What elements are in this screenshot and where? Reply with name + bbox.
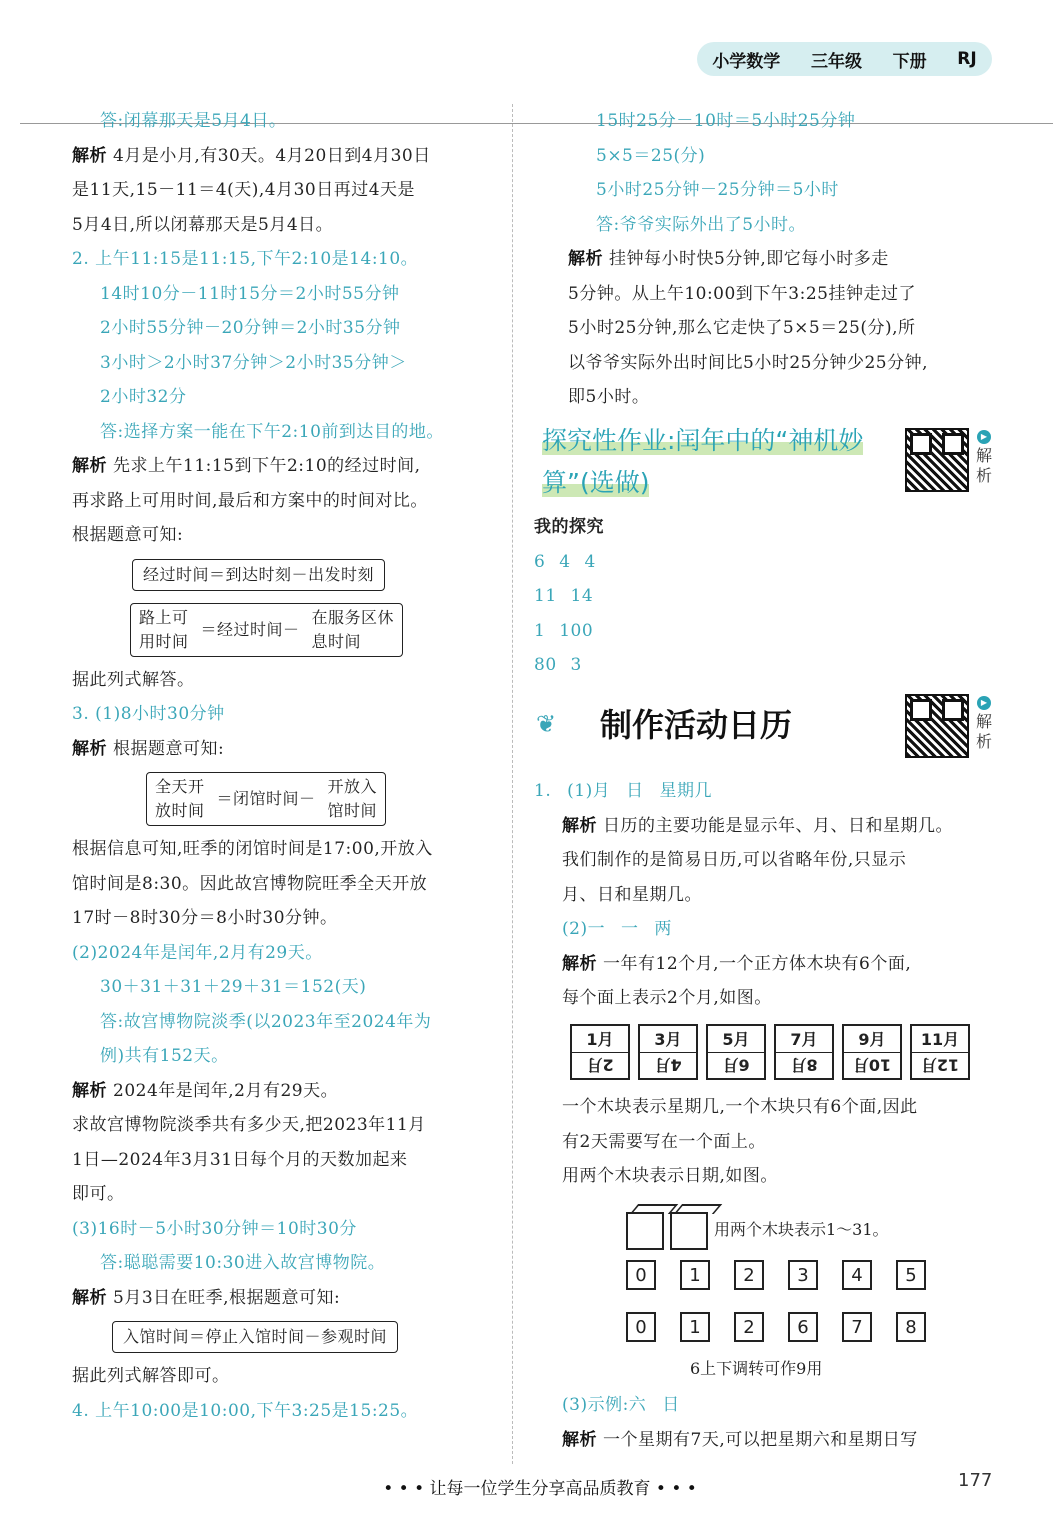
month-face: 11月 12月 bbox=[910, 1024, 970, 1080]
digit-face: 1 bbox=[680, 1312, 710, 1342]
text-line: 根据题意可知: bbox=[72, 525, 184, 545]
analysis-para bbox=[534, 809, 1004, 844]
footer-slogan: • • • 让每一位学生分享高品质教育 • • • bbox=[383, 1479, 697, 1499]
text-line: 是11天,15－11＝4(天),4月30日再过4天是 bbox=[72, 180, 416, 200]
analysis-para bbox=[562, 1423, 1002, 1458]
text-line: 再求路上可用时间,最后和方案中的时间对比。 bbox=[72, 490, 428, 511]
analysis-text: 先求上午11:15到下午2:10的经过时间, bbox=[113, 456, 421, 476]
sprout-icon: ❦ bbox=[536, 710, 557, 738]
formula-box bbox=[146, 772, 386, 826]
analysis-label: 解析 bbox=[72, 1080, 107, 1101]
calc-line: 30＋31＋31＋29＋31＝152(天) bbox=[100, 977, 367, 997]
digit-face: 2 bbox=[734, 1260, 764, 1290]
banner-line: 算”(选做) bbox=[542, 468, 650, 497]
calc-line: 2小时32分 bbox=[100, 387, 187, 407]
month-face: 7月 8月 bbox=[774, 1024, 834, 1080]
analysis-para bbox=[72, 1281, 502, 1316]
play-icon: ▶ bbox=[977, 696, 991, 710]
explore-answer: 6 4 4 bbox=[534, 551, 596, 572]
analysis-label: 解析 bbox=[72, 145, 107, 166]
month-cubes bbox=[570, 1024, 970, 1080]
month-face: 3月 4月 bbox=[638, 1024, 698, 1080]
analysis-para bbox=[72, 732, 502, 767]
text-line: 一个木块表示星期几,一个木块只有6个面,因此 bbox=[562, 1097, 918, 1117]
page-number: 177 bbox=[958, 1470, 993, 1491]
formula-term: 在服务区休 bbox=[311, 607, 395, 627]
formula-term: 馆时间 bbox=[327, 801, 378, 820]
analysis-label: 解析 bbox=[72, 738, 107, 759]
analysis-para bbox=[72, 139, 502, 174]
explore-answer: 1 100 bbox=[534, 620, 594, 641]
formula-box bbox=[130, 603, 403, 657]
header-banner bbox=[697, 42, 992, 76]
text-line: 每个面上表示2个月,如图。 bbox=[562, 988, 772, 1008]
formula-term: 开放入 bbox=[327, 777, 378, 796]
calc-line: 15时25分－10时＝5小时25分钟 bbox=[596, 111, 856, 131]
calc-line: 3小时＞2小时37分钟＞2小时35分钟＞ bbox=[100, 352, 407, 373]
analysis-text: 一年有12个月,一个正方体木块有6个面, bbox=[603, 953, 912, 974]
text-line: 用两个木块表示日期,如图。 bbox=[562, 1166, 778, 1186]
header-subject: 小学数学 bbox=[712, 51, 781, 72]
answer-line: 答:聪聪需要10:30进入故宫博物院。 bbox=[100, 1253, 386, 1273]
explore-answer: 11 14 bbox=[534, 586, 594, 606]
analysis-label: 解析 bbox=[562, 953, 597, 974]
analysis-text: 一个星期有7天,可以把星期六和星期日写 bbox=[603, 1429, 918, 1450]
month-face: 5月 6月 bbox=[706, 1024, 766, 1080]
question-3-2: (2)2024年是闰年,2月有29天。 bbox=[72, 942, 323, 963]
question-2: 2. 上午11:15是11:15,下午2:10是14:10。 bbox=[72, 249, 419, 269]
formula-term: 用时间 bbox=[139, 631, 189, 651]
calc-line: 14时10分－11时15分＝2小时55分钟 bbox=[100, 283, 400, 304]
answer-line: 答:爷爷实际外出了5小时。 bbox=[596, 214, 807, 235]
text-line: 5小时25分钟,那么它走快了5×5＝25(分),所 bbox=[568, 318, 916, 338]
analysis-label: 解析 bbox=[568, 249, 603, 269]
question-1-3: (3)示例:六 日 bbox=[562, 1395, 680, 1415]
text-line: 有2天需要写在一个面上。 bbox=[562, 1131, 766, 1152]
answer-line: 例)共有152天。 bbox=[100, 1046, 229, 1066]
text-line: 据此列式解答即可。 bbox=[72, 1366, 230, 1386]
analysis-text: 根据题意可知: bbox=[113, 738, 225, 759]
column-divider bbox=[512, 104, 513, 1464]
answer-line: 答:选择方案一能在下午2:10前到达目的地。 bbox=[100, 421, 444, 442]
two-cubes-figure bbox=[626, 1204, 889, 1250]
answer-line: 答:故宫博物院淡季(以2023年至2024年为 bbox=[100, 1011, 432, 1032]
jiexi-label: 解析 bbox=[975, 446, 992, 485]
analysis-text: 日历的主要功能是显示年、月、日和星期几。 bbox=[603, 815, 953, 836]
answer-line: 答:闭幕那天是5月4日。 bbox=[100, 111, 287, 131]
digit-face: 0 bbox=[626, 1312, 656, 1342]
jiexi-label: 解析 bbox=[975, 712, 992, 751]
section-title: 制作活动日历 bbox=[600, 706, 793, 744]
right-column-mid bbox=[562, 1090, 1002, 1194]
analysis-label: 解析 bbox=[72, 1287, 107, 1308]
formula-term: 放时间 bbox=[155, 801, 205, 820]
section-banner-explore bbox=[542, 420, 887, 504]
formula-term: ＝经过时间－ bbox=[200, 619, 300, 639]
digit-face: 1 bbox=[680, 1260, 710, 1290]
formula-term: 息时间 bbox=[311, 631, 362, 651]
analysis-label: 解析 bbox=[72, 456, 107, 476]
digits-caption: 6上下调转可作9用 bbox=[690, 1359, 823, 1378]
text-line: 5分钟。从上午10:00到下午3:25挂钟走过了 bbox=[568, 283, 916, 304]
analysis-para bbox=[72, 449, 502, 484]
text-line: 我们制作的是简易日历,可以省略年份,只显示 bbox=[562, 850, 907, 870]
right-column-top bbox=[568, 104, 1008, 415]
text-line: 据此列式解答。 bbox=[72, 669, 195, 690]
analysis-para bbox=[568, 242, 1008, 277]
month-face: 1月 2月 bbox=[570, 1024, 630, 1080]
month-face: 9月 10月 bbox=[842, 1024, 902, 1080]
digit-face: 4 bbox=[842, 1260, 872, 1290]
left-column bbox=[72, 104, 502, 1428]
text-line: 即可。 bbox=[72, 1184, 125, 1204]
play-icon: ▶ bbox=[977, 430, 991, 444]
right-column-calendar bbox=[534, 774, 1004, 1016]
formula-box: 入馆时间＝停止入馆时间－参观时间 bbox=[112, 1321, 398, 1353]
question-3: 3. (1)8小时30分钟 bbox=[72, 704, 225, 724]
right-column-bottom bbox=[562, 1388, 1002, 1457]
digit-face: 7 bbox=[842, 1312, 872, 1342]
question-1: 1. (1)月 日 星期几 bbox=[534, 781, 713, 801]
digit-faces-row-2 bbox=[626, 1312, 926, 1342]
text-line: 即5小时。 bbox=[568, 387, 650, 407]
header-edition: RJ bbox=[957, 49, 977, 69]
analysis-text: 5月3日在旺季,根据题意可知: bbox=[113, 1287, 341, 1308]
text-line: 5月4日,所以闭幕那天是5月4日。 bbox=[72, 214, 334, 235]
formula-box: 经过时间＝到达时刻－出发时刻 bbox=[132, 559, 385, 591]
digit-face: 8 bbox=[896, 1312, 926, 1342]
text-line: 1日—2024年3月31日每个月的天数加起来 bbox=[72, 1149, 408, 1170]
video-analysis-link[interactable] bbox=[975, 696, 993, 752]
analysis-text: 挂钟每小时快5分钟,即它每小时多走 bbox=[609, 249, 889, 269]
text-line: 根据信息可知,旺季的闭馆时间是17:00,开放入 bbox=[72, 839, 433, 859]
digit-face: 0 bbox=[626, 1260, 656, 1290]
digit-faces-row-1 bbox=[626, 1260, 926, 1290]
question-1-2: (2)一 一 两 bbox=[562, 919, 672, 939]
calc-line: 5×5＝25(分) bbox=[596, 145, 706, 166]
question-4: 4. 上午10:00是10:00,下午3:25是15:25。 bbox=[72, 1400, 419, 1421]
header-volume: 下册 bbox=[892, 51, 927, 72]
banner-line: 探究性作业:闰年中的“神机妙 bbox=[542, 426, 864, 455]
digit-face: 3 bbox=[788, 1260, 818, 1290]
text-line: 月、日和星期几。 bbox=[562, 884, 702, 905]
digit-face: 6 bbox=[788, 1312, 818, 1342]
analysis-para bbox=[534, 947, 1004, 982]
text-line: 馆时间是8:30。因此故宫博物院旺季全天开放 bbox=[72, 873, 428, 894]
explore-block bbox=[534, 510, 1004, 683]
question-3-3: (3)16时－5小时30分钟＝10时30分 bbox=[72, 1218, 357, 1239]
formula-term: 路上可 bbox=[139, 607, 189, 627]
text-line: 以爷爷实际外出时间比5小时25分钟少25分钟, bbox=[568, 352, 928, 373]
header-grade: 三年级 bbox=[810, 51, 862, 72]
text-line: 求故宫博物院淡季共有多少天,把2023年11月 bbox=[72, 1115, 426, 1135]
formula-term: ＝闭馆时间－ bbox=[216, 789, 316, 808]
analysis-text: 4月是小月,有30天。4月20日到4月30日 bbox=[113, 145, 431, 166]
explore-title: 我的探究 bbox=[534, 517, 604, 537]
digit-face: 5 bbox=[896, 1260, 926, 1290]
text-line: 17时－8时30分＝8小时30分钟。 bbox=[72, 908, 338, 928]
digit-face: 2 bbox=[734, 1312, 764, 1342]
formula-term: 全天开 bbox=[155, 777, 205, 796]
explore-answer: 80 3 bbox=[534, 655, 582, 675]
analysis-text: 2024年是闰年,2月有29天。 bbox=[113, 1080, 339, 1101]
video-analysis-link[interactable] bbox=[975, 430, 993, 486]
calc-line: 2小时55分钟－20分钟＝2小时35分钟 bbox=[100, 318, 401, 338]
analysis-label: 解析 bbox=[562, 1429, 597, 1450]
qr-code[interactable] bbox=[905, 694, 969, 758]
cube-shape bbox=[670, 1212, 708, 1250]
cube-caption: 用两个木块表示1～31。 bbox=[714, 1220, 889, 1239]
qr-code[interactable] bbox=[905, 428, 969, 492]
cube-shape bbox=[626, 1212, 664, 1250]
calc-line: 5小时25分钟－25分钟＝5小时 bbox=[596, 180, 839, 200]
analysis-label: 解析 bbox=[562, 815, 597, 836]
analysis-para bbox=[72, 1074, 502, 1109]
